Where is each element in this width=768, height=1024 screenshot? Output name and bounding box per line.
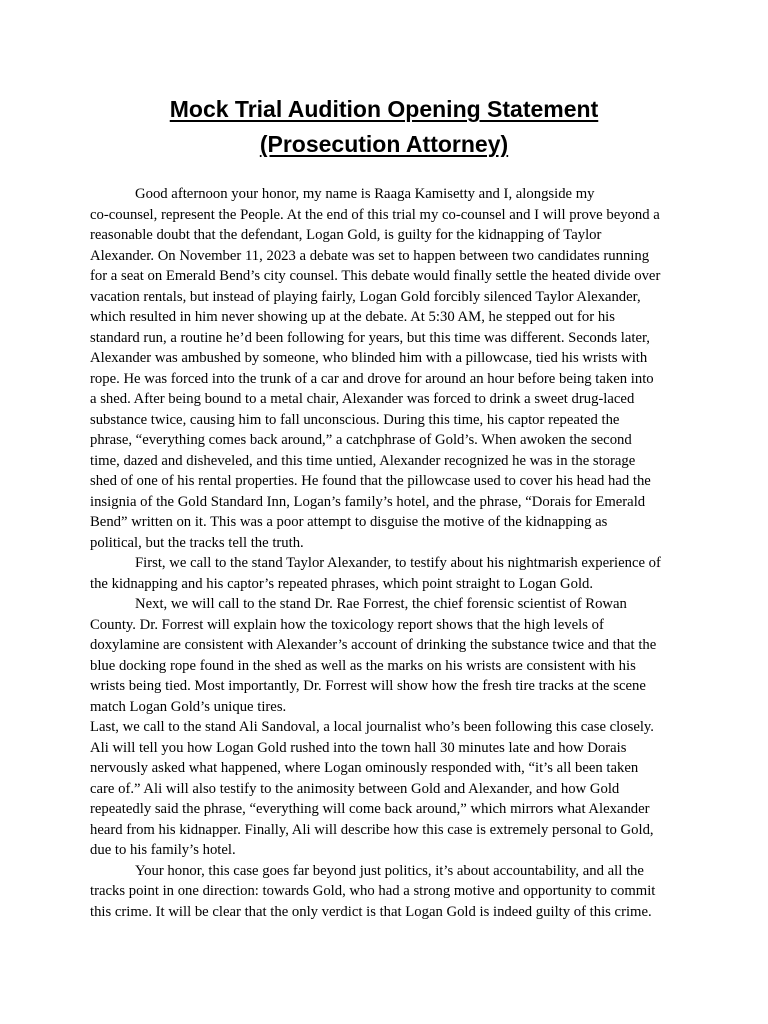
text-line: for a seat on Emerald Bend’s city counsel. This debate would finally settle the heated divide over bbox=[90, 268, 661, 284]
text-line: Your honor, this case goes far beyond just politics, it’s about accountability, and all the bbox=[135, 862, 644, 879]
text-line: the kidnapping and his captor’s repeated phrases, which point straight to Logan Gold. bbox=[90, 575, 594, 592]
text-line: political, but the tracks tell the truth. bbox=[90, 534, 304, 551]
text-line: First, we call to the stand Taylor Alexander, to testify about his nightmarish experience of bbox=[135, 555, 661, 571]
text-line: Next, we will call to the stand Dr. Rae Forrest, the chief forensic scientist of Rowan bbox=[135, 596, 627, 612]
text-line: a shed. After being bound to a metal chair, Alexander was forced to drink a sweet drug-laced bbox=[90, 391, 635, 407]
text-line: Ali will tell you how Logan Gold rushed into the town hall 30 minutes late and how Dorais bbox=[90, 739, 627, 756]
text-line: blue docking rope found in the shed as well as the marks on his wrists are consistent with his bbox=[90, 657, 636, 674]
opening-statement-body bbox=[90, 184, 678, 922]
text-line: vacation rentals, but instead of playing fairly, Logan Gold forcibly silenced Taylor Alexander, bbox=[90, 288, 641, 305]
text-line: doxylamine are consistent with Alexander’s account of drinking the substance twice and that the bbox=[90, 637, 657, 653]
text-line: standard run, a routine he’d been following for years, but this time was different. Seconds later, bbox=[90, 329, 650, 346]
text-line: phrase, “everything comes back around,” a catchphrase of Gold’s. When awoken the second bbox=[90, 432, 632, 448]
text-line: care of.” Ali will also testify to the animosity between Gold and Alexander, and how Gold bbox=[90, 780, 620, 797]
text-line: insignia of the Gold Standard Inn, Logan’s family’s hotel, and the phrase, “Dorais for Emerald bbox=[90, 493, 646, 510]
text-line: heard from his kidnapper. Finally, Ali will describe how this case is extremely personal to Gold, bbox=[90, 821, 654, 838]
text-line: rope. He was forced into the trunk of a car and drove for around an hour before being taken into bbox=[90, 370, 654, 387]
document-title bbox=[0, 92, 768, 162]
text-line: Last, we call to the stand Ali Sandoval, a local journalist who’s been following this case closely. bbox=[90, 719, 654, 735]
text-line: nervously asked what happened, where Logan ominously responded with, “it’s all been taken bbox=[90, 760, 639, 776]
text-line: substance twice, causing him to fall unconscious. During this time, his captor repeated the bbox=[90, 411, 620, 428]
text-line: due to his family’s hotel. bbox=[90, 842, 236, 858]
text-line: reasonable doubt that the defendant, Logan Gold, is guilty for the kidnapping of Taylor bbox=[90, 227, 602, 243]
text-line: Alexander was ambushed by someone, who blinded him with a pillowcase, tied his wrists with bbox=[90, 350, 648, 366]
text-line: County. Dr. Forrest will explain how the toxicology report shows that the high levels of bbox=[90, 616, 604, 633]
text-line: tracks point in one direction: towards Gold, who had a strong motive and opportunity to commit bbox=[90, 883, 656, 899]
text-line: which resulted in him never showing up at the debate. At 5:30 AM, he stepped out for his bbox=[90, 309, 615, 325]
text-line: match Logan Gold’s unique tires. bbox=[90, 698, 287, 715]
text-line: Good afternoon your honor, my name is Raaga Kamisetty and I, alongside my bbox=[135, 186, 595, 202]
text-line: wrists being tied. Most importantly, Dr. Forrest will show how the fresh tire tracks at the scene bbox=[90, 678, 646, 694]
text-line: time, dazed and disheveled, and this time untied, Alexander recognized he was in the storage bbox=[90, 452, 636, 469]
text-line: shed of one of his rental properties. He found that the pillowcase used to cover his head had the bbox=[90, 473, 651, 489]
text-line: Bend” written on it. This was a poor attempt to disguise the motive of the kidnapping as bbox=[90, 514, 608, 530]
title-line-2: (Prosecution Attorney) bbox=[259, 131, 509, 157]
title-line-1: Mock Trial Audition Opening Statement bbox=[169, 96, 599, 122]
text-line: repeatedly said the phrase, “everything will come back around,” which mirrors what Alexander bbox=[90, 801, 650, 817]
text-line: this crime. It will be clear that the only verdict is that Logan Gold is indeed guilty of this crime. bbox=[90, 903, 652, 920]
text-line: Alexander. On November 11, 2023 a debate was set to happen between two candidates running bbox=[90, 247, 650, 264]
text-line: co-counsel, represent the People. At the end of this trial my co-counsel and I will prove beyond a bbox=[90, 206, 660, 223]
